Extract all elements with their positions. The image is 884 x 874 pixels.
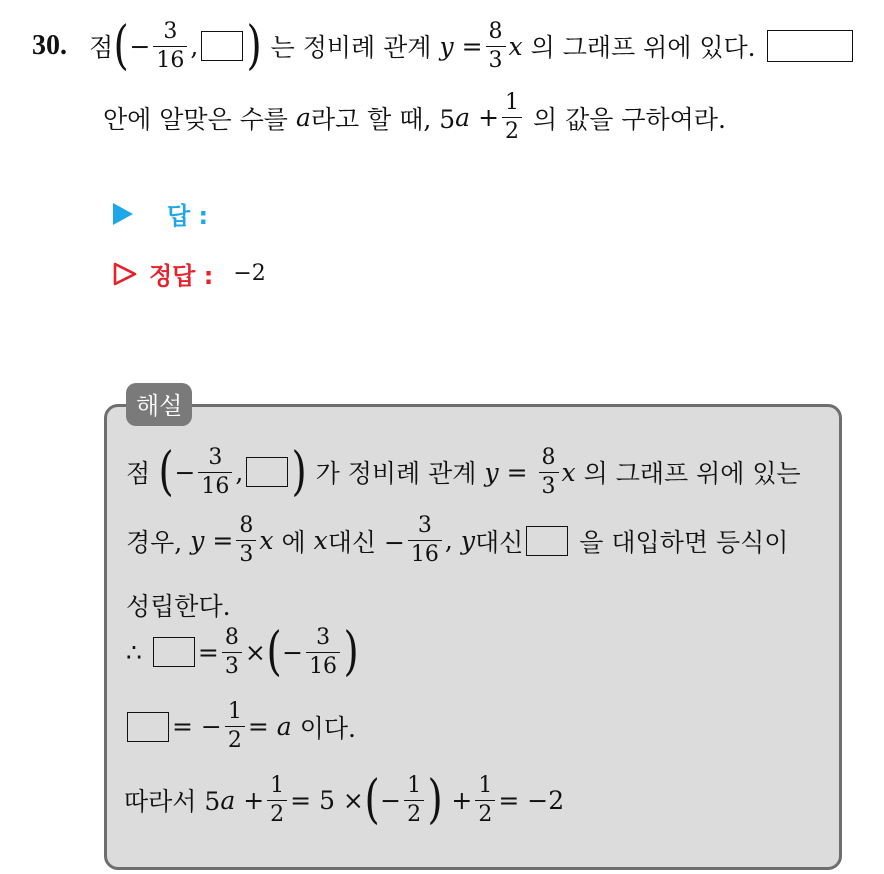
text: 의 그래프 위에 있다. (530, 33, 756, 62)
text: 경우, (126, 527, 183, 557)
correct-answer-value: −2 (233, 261, 266, 286)
fraction (408, 515, 442, 566)
denominator: 3 (236, 540, 256, 566)
numerator: 8 (224, 624, 239, 650)
numerator: 8 (541, 444, 556, 470)
minus-sign: − (174, 457, 196, 487)
left-paren: ( (158, 442, 174, 502)
denominator: 2 (404, 800, 424, 826)
solution-line-6 (124, 770, 565, 830)
denominator: 2 (502, 117, 522, 143)
times: × (244, 637, 266, 667)
var-y: y (484, 457, 499, 487)
fraction (539, 444, 559, 499)
right-paren: ) (246, 16, 263, 76)
text: 에 (281, 527, 306, 557)
numerator: 3 (208, 444, 223, 470)
blank-box (246, 457, 288, 487)
numerator: 1 (227, 699, 242, 724)
solution-line-2 (126, 515, 788, 566)
blank-box (127, 712, 169, 742)
right-paren: ) (343, 622, 359, 682)
denominator: 16 (408, 540, 442, 566)
outline-triangle-icon (113, 262, 137, 286)
text: 따라서 5 (124, 787, 221, 816)
denominator: 16 (153, 46, 187, 72)
fraction (225, 701, 245, 752)
comma: , (444, 526, 453, 555)
fraction (502, 92, 522, 143)
text: 점 (126, 459, 151, 488)
result: = −2 (498, 785, 565, 815)
var-x: x (508, 31, 523, 61)
denominator: 3 (486, 46, 506, 72)
text: 는 정비례 관계 (270, 33, 432, 62)
fraction (236, 515, 256, 566)
numerator: 1 (270, 772, 285, 798)
right-paren: ) (291, 442, 308, 502)
fraction (306, 624, 340, 679)
solution-line-3 (126, 587, 231, 623)
fraction (198, 444, 232, 499)
answer-row (113, 196, 208, 231)
numerator: 3 (163, 18, 178, 44)
left-paren: ( (113, 16, 129, 76)
plus: + (478, 103, 500, 132)
numerator: 8 (239, 513, 254, 538)
fraction (404, 772, 424, 827)
text: 가 정비례 관계 (315, 459, 477, 488)
var-a: a (455, 103, 471, 132)
question-line-2 (103, 92, 726, 143)
equals: = (247, 712, 269, 741)
fraction (486, 18, 506, 73)
equals: = (506, 457, 528, 487)
solution-line-4 (126, 622, 359, 682)
minus-sign: − (380, 785, 402, 815)
denominator: 3 (539, 472, 559, 498)
var-x: x (561, 457, 576, 487)
var-a: a (295, 103, 311, 132)
denominator: 2 (225, 726, 245, 752)
equals-minus: = − (172, 712, 222, 741)
text: 성립한다. (126, 592, 231, 621)
text: 안에 알맞은 수를 (103, 104, 288, 134)
equals: = (212, 526, 234, 555)
answer-label: 답 : (167, 202, 209, 230)
denominator: 16 (198, 472, 232, 498)
text: 을 대입하면 등식이 (579, 527, 789, 557)
denominator: 2 (475, 800, 495, 826)
numerator: 1 (478, 772, 493, 798)
correct-answer-label: 정답 : (149, 262, 214, 290)
numerator: 3 (417, 513, 432, 538)
text: 점 (89, 33, 114, 62)
blank-box (201, 31, 243, 61)
text: 대신 − (327, 527, 405, 557)
fraction (153, 18, 187, 73)
left-paren: ( (364, 770, 380, 830)
right-paren: ) (427, 770, 443, 830)
blank-box (526, 526, 568, 556)
numerator: 3 (316, 624, 331, 650)
text: 의 그래프 위에 있는 (583, 459, 801, 488)
text: 대신 (474, 527, 524, 557)
var-y: y (190, 526, 205, 555)
denominator: 3 (222, 652, 242, 678)
text: 이다. (299, 713, 356, 743)
question-number: 30. (32, 30, 67, 61)
equals: = (197, 637, 219, 667)
var-a: a (220, 785, 236, 815)
numerator: 1 (505, 90, 520, 115)
blank-box (153, 637, 195, 667)
fraction (222, 624, 242, 679)
numerator: 1 (407, 772, 422, 798)
denominator: 16 (306, 652, 340, 678)
text: 라고 할 때, 5 (310, 104, 456, 134)
solution-line-1 (126, 442, 801, 502)
fraction (475, 772, 495, 827)
text: 의 값을 구하여라. (533, 104, 726, 134)
var-y: y (460, 526, 475, 555)
numerator: 8 (488, 18, 503, 44)
denominator: 2 (267, 800, 287, 826)
var-a: a (276, 712, 292, 741)
minus-sign: − (282, 637, 304, 667)
solution-tag: 해설 (126, 383, 192, 426)
correct-answer-row (113, 256, 266, 291)
answer-blank-box[interactable] (767, 30, 853, 62)
plus: + (451, 785, 473, 815)
solution-line-5 (124, 701, 356, 752)
comma: , (235, 457, 244, 487)
therefore-symbol: ∴ (126, 637, 142, 667)
comma: , (190, 31, 199, 61)
plus: + (243, 785, 265, 815)
play-triangle-icon (113, 203, 133, 225)
var-x: x (259, 526, 274, 555)
equals-five-times: = 5 × (290, 785, 364, 815)
equals: = (461, 31, 483, 61)
question-line-1 (32, 16, 856, 76)
minus-sign: − (129, 31, 151, 61)
var-x: x (313, 526, 328, 555)
fraction (267, 772, 287, 827)
var-y: y (439, 31, 454, 61)
left-paren: ( (266, 622, 282, 682)
